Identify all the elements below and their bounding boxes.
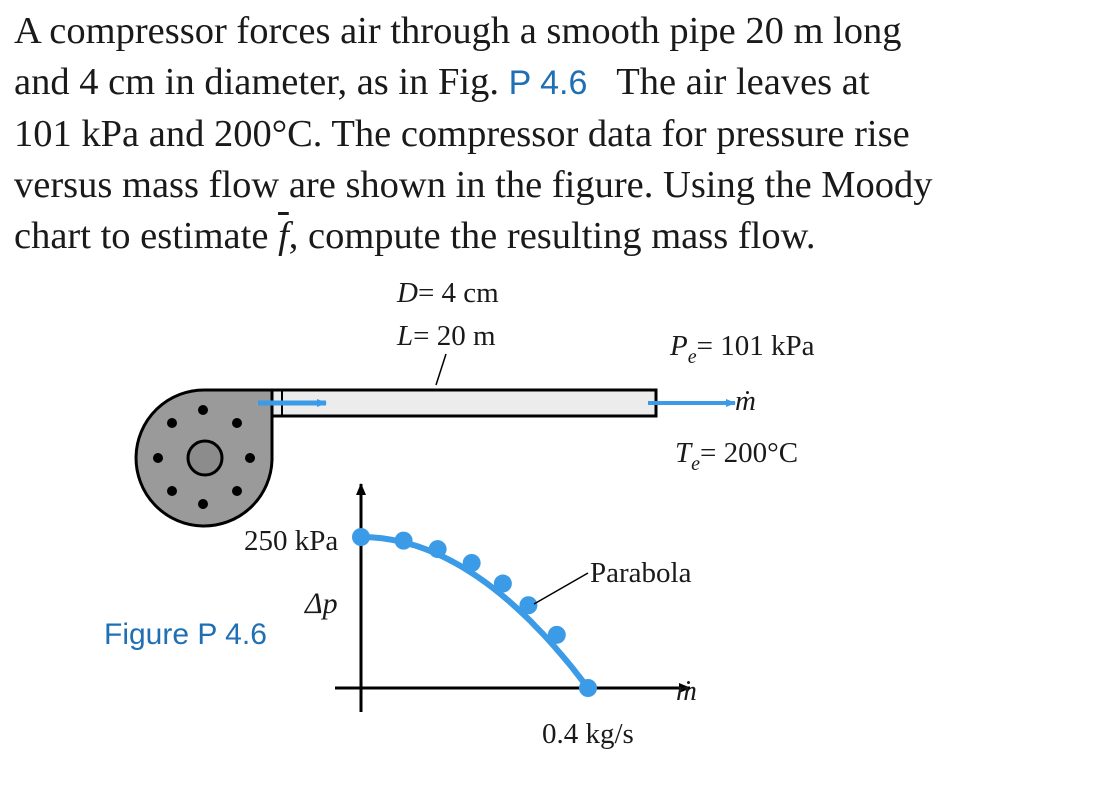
problem-line-2-end: The air leaves at [616,61,870,103]
problem-line-4: versus mass flow are shown in the figure. Using the Moody [14,164,933,206]
data-point-0 [352,528,370,546]
problem-line-2-start: and 4 cm in diameter, as in Fig. [14,61,499,103]
y-tick-label: 250 kPa [244,525,339,557]
data-point-1 [395,532,413,550]
data-point-6 [548,626,566,644]
length-label: L= 20 m [397,320,496,352]
parabola-leader-line [534,573,588,604]
data-point-4 [494,575,512,593]
figure-caption: Figure P 4.6 [104,618,267,651]
figure-reference-link[interactable]: P 4.6 [508,64,588,102]
problem-line-3: 101 kPa and 200°C. The compressor data for pressure rise [14,113,910,155]
problem-line-5-end: , compute the resulting mass flow. [288,215,816,257]
problem-line-1: A compressor forces air through a smooth pipe 20 m long [14,10,902,52]
exit-temperature-label: $T_e= 200^\circ C$ [675,437,799,475]
data-point-3 [463,554,481,572]
compressor-hub [188,441,222,475]
data-point-2 [429,540,447,558]
diameter-label: D= 4 cm [397,277,499,309]
exit-mass-flow-label: ṁ [735,385,756,417]
x-tick-label: 0.4 kg/s [542,718,634,750]
x-axis-label: ṁ [676,675,697,707]
pipe [272,390,656,416]
length-leader-line [436,354,446,385]
friction-factor-symbol: $\overline{f}$ [278,215,289,257]
data-point-5 [519,596,537,614]
data-point-7 [579,679,597,697]
problem-line-5-start: chart to estimate [14,215,269,257]
y-axis-label: Δp [305,587,338,620]
parabola-label: Parabola [590,557,692,589]
exit-pressure-label: $P_e= 101$ kPa [670,330,815,368]
